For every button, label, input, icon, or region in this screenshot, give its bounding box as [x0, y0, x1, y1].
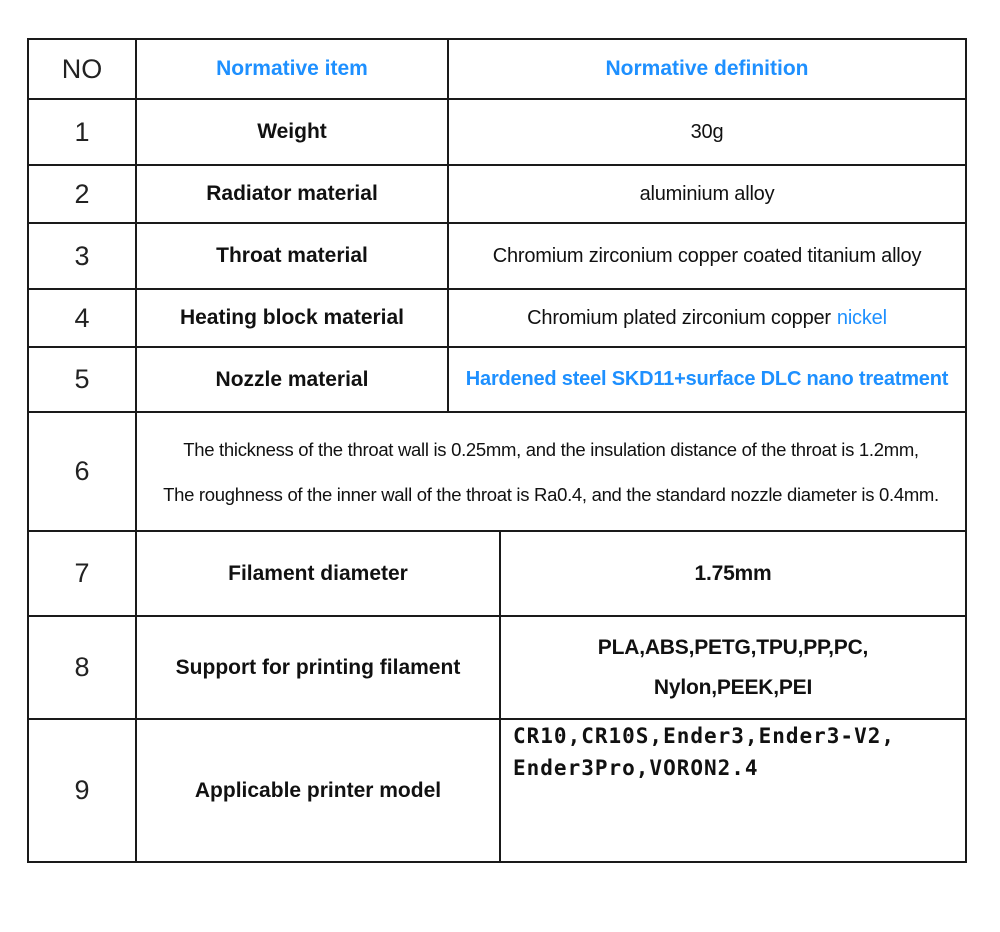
definition-cell: Chromium zirconium copper coated titanium alloy	[492, 244, 922, 267]
item-cell: Weight	[257, 120, 327, 143]
definition-text: Chromium plated zirconium copper	[527, 306, 831, 329]
description-line: The roughness of the inner wall of the throat is Ra0.4, and the standard nozzle diameter is 0.4mm.	[163, 483, 939, 505]
header-definition: Normative definition	[605, 57, 809, 80]
definition-highlight: nickel	[836, 306, 887, 329]
definition-cell: Hardened steel SKD11+surface DLC nano treatment	[465, 368, 949, 390]
row-number: 4	[74, 302, 90, 333]
definition-line: Ender3Pro,VORON2.4	[513, 756, 759, 780]
merged-description-cell	[137, 413, 965, 530]
item-cell: Support for printing filament	[175, 655, 461, 679]
row-number: 6	[74, 456, 90, 486]
definition-cell	[501, 720, 965, 861]
row-number: 1	[74, 116, 90, 147]
table-border-bottom	[27, 861, 967, 863]
definition-cell: aluminium alloy	[639, 182, 775, 205]
item-cell: Heating block material	[179, 306, 405, 329]
definition-line: CR10,CR10S,Ender3,Ender3-V2,	[513, 724, 896, 748]
row-number: 8	[74, 652, 90, 682]
item-cell: Radiator material	[206, 182, 378, 205]
header-item: Normative item	[216, 57, 368, 80]
row-number: 3	[74, 240, 90, 271]
row-number: 2	[74, 178, 90, 209]
row-number: 7	[74, 558, 90, 588]
definition-cell	[449, 290, 965, 346]
item-cell: Filament diameter	[228, 561, 408, 585]
definition-line: Nylon,PEEK,PEI	[653, 675, 813, 699]
header-no: NO	[61, 53, 103, 84]
row-number: 5	[74, 364, 90, 394]
definition-line: PLA,ABS,PETG,TPU,PP,PC,	[597, 635, 869, 659]
item-cell: Throat material	[216, 244, 368, 267]
table-border-right	[965, 38, 967, 863]
definition-cell: 30g	[690, 120, 724, 143]
item-cell: Nozzle material	[215, 367, 369, 391]
item-cell: Applicable printer model	[194, 778, 442, 802]
definition-cell	[501, 617, 965, 718]
definition-cell: 1.75mm	[694, 561, 772, 585]
description-line: The thickness of the throat wall is 0.25mm, and the insulation distance of the throat is 1.2mm,	[183, 438, 919, 460]
row-number: 9	[74, 775, 90, 805]
